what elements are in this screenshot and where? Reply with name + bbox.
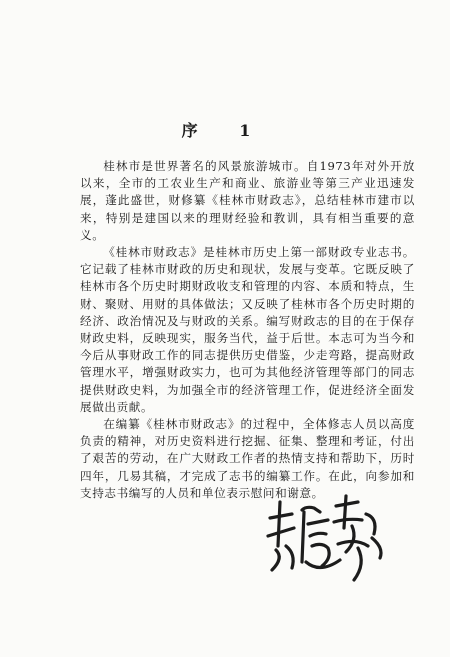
page-title: 序 1	[181, 121, 269, 140]
preface-body	[80, 158, 415, 502]
handwritten-signature-icon	[262, 488, 392, 588]
paragraph-1: 桂林市是世界著名的风景旅游城市。自1973年对外开放以来，全市的工农业生产和商业、旅游业等第三产业迅速发展，蓬此盛世，财修纂《桂林市财政志》，总结桂林市建市以来，特别是建国以来的理财经验和教训，具有相当重要的意义。	[80, 159, 415, 242]
paragraph-2: 《桂林市财政志》是桂林市历史上第一部财政专业志书。它记载了桂林市财政的历史和现状，发展与变革。它既反映了桂林市各个历史时期财政收支和管理的内容、本质和特点，生财、聚财、用财的具体做法；又反映了桂林市各个历史时期的经济、政治情况及与财政的关系。编写财政志的目的在于保存财政史料，反映现实，服务当代，益于后世。本志可为当今和今后从事财政工作的同志提供历史借鉴，少走弯路，提高财政管理水平，增强财政实力，也可为其他经济管理等部门的同志提供财政史料，为加强全市的经济管理工作，促进经济全面发展做出贡献。	[80, 245, 415, 414]
paragraph-3: 在编纂《桂林市财政志》的过程中，全体修志人员以高度负责的精神，对历史资料进行挖掘、征集、整理和考证，付出了艰苦的劳动，在广大财政工作者的热情支持和帮助下，历时四年，几易其稿，才完成了志书的编纂工作。在此，向参加和支持志书编写的人员和单位表示慰问和谢意。	[80, 417, 415, 500]
